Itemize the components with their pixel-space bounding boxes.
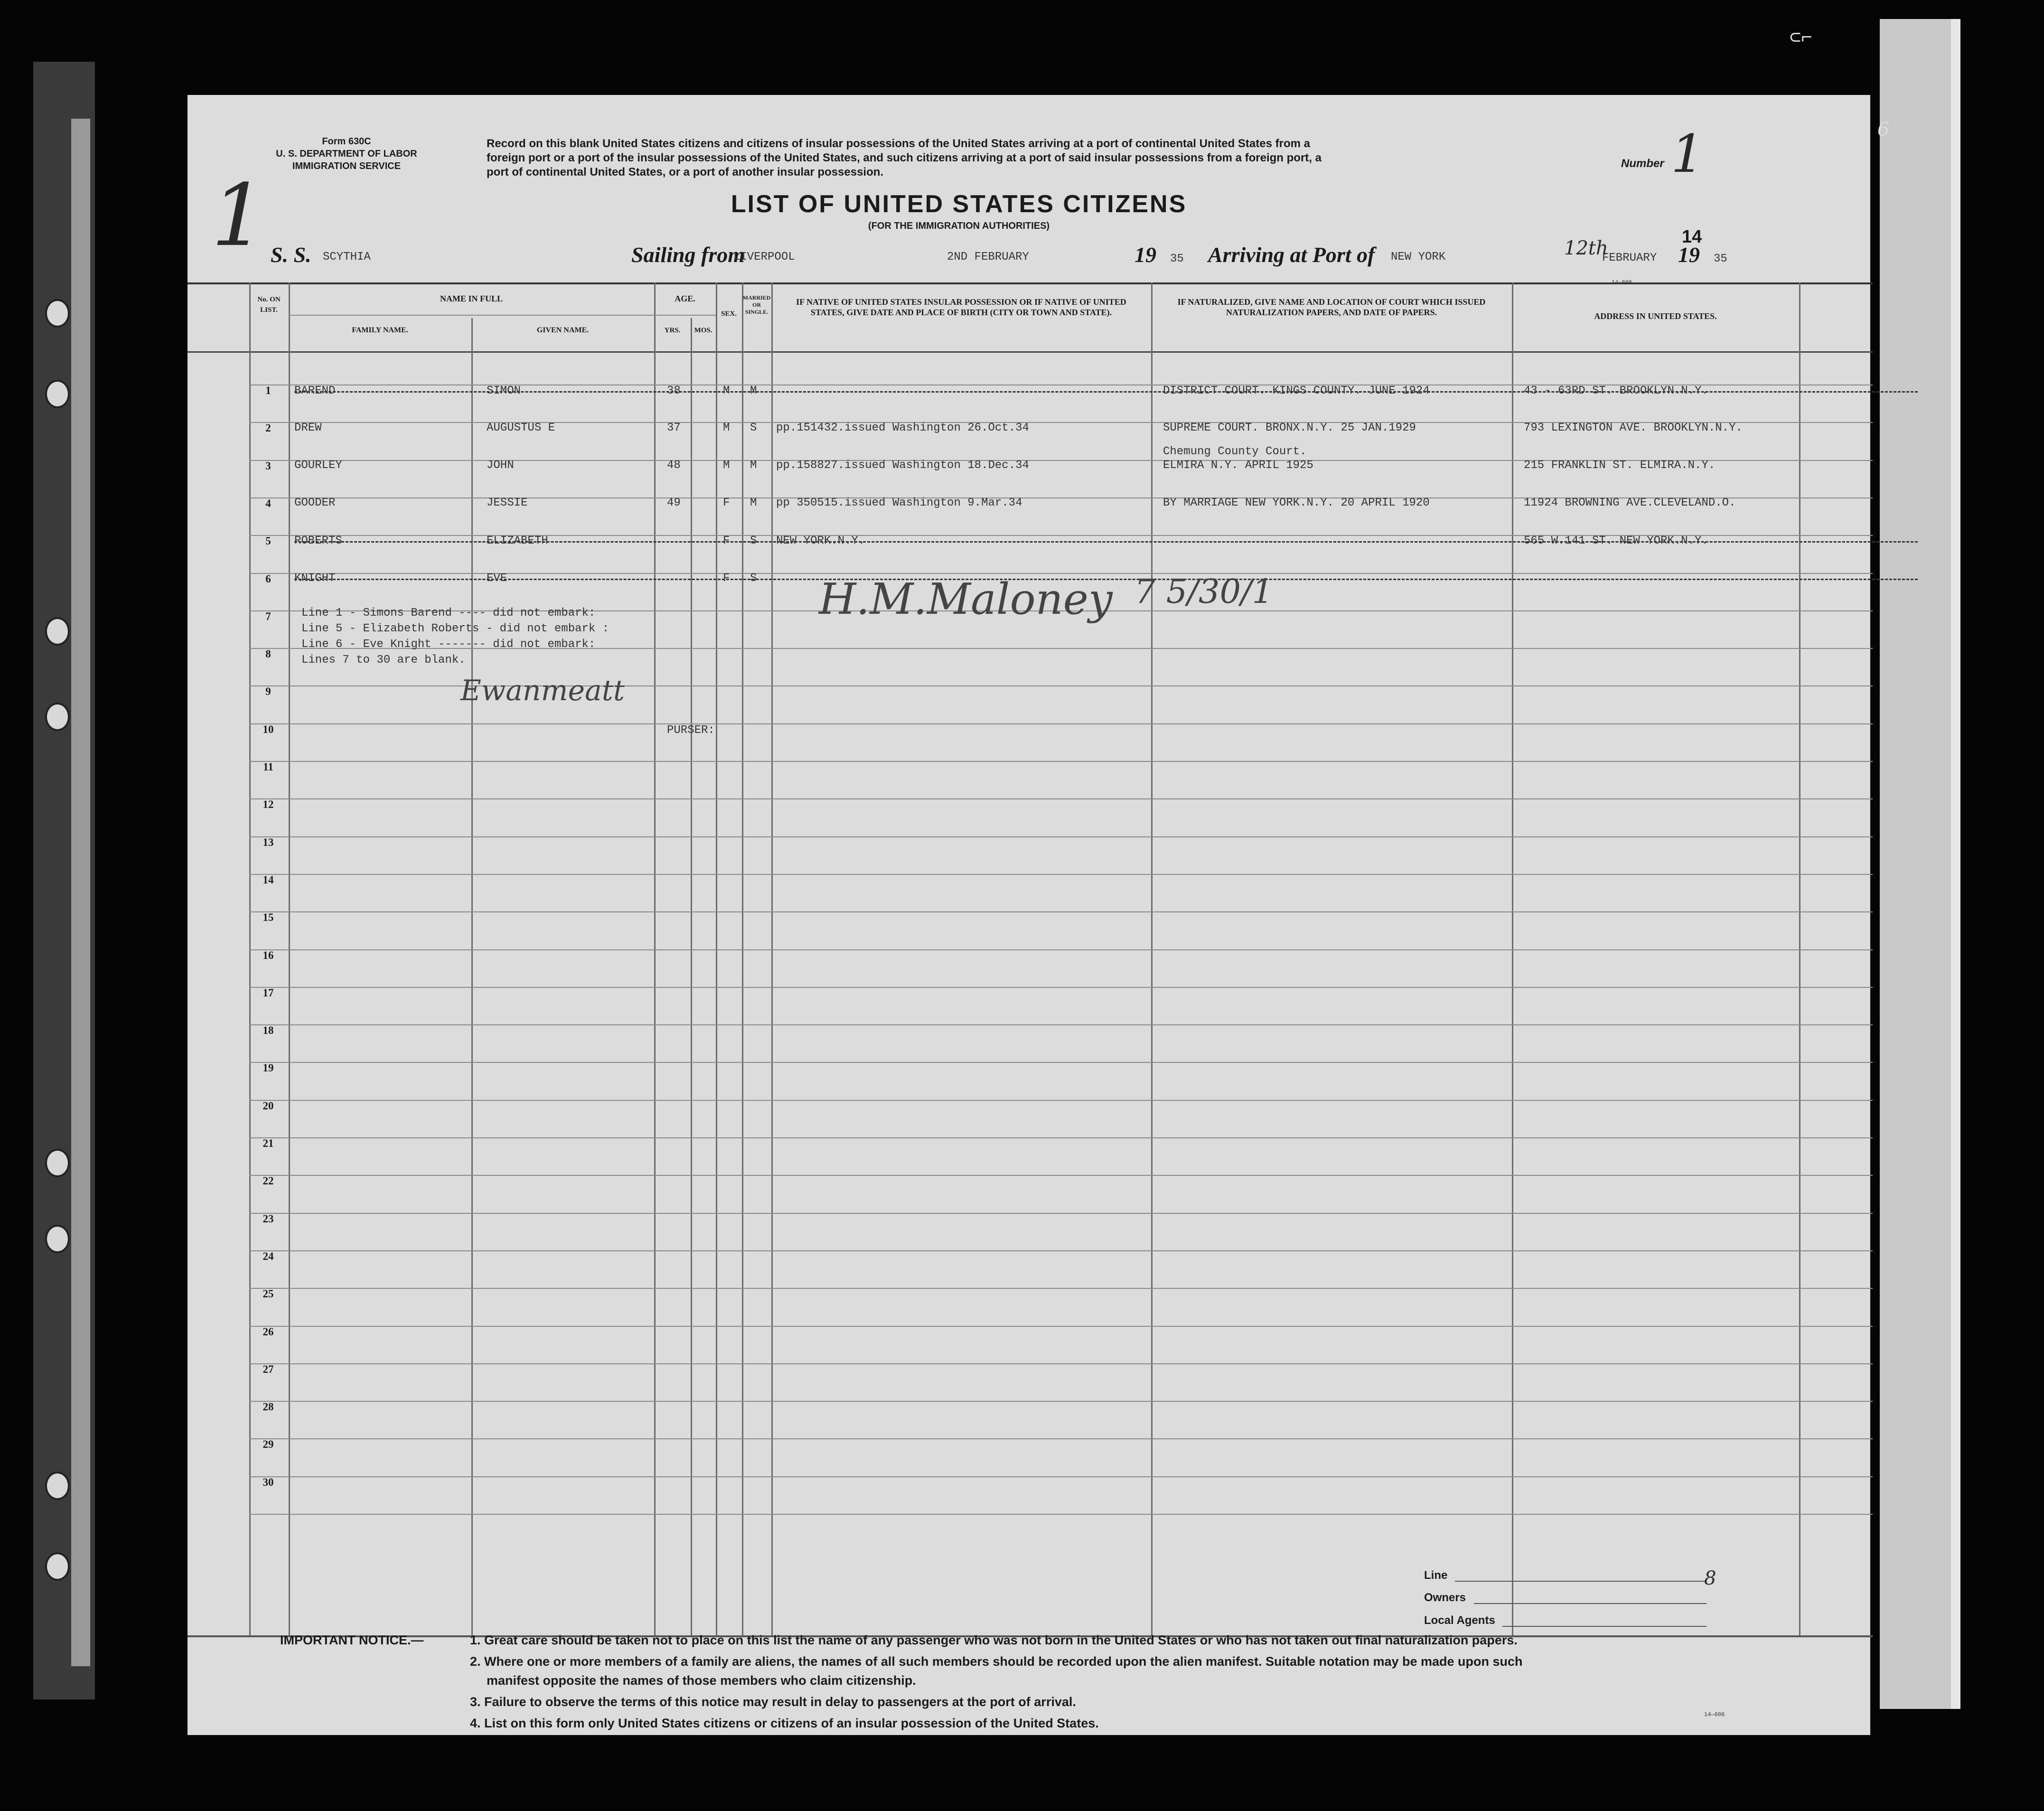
col-court-header: IF NATURALIZED, GIVE NAME AND LOCATION OF COURT WHICH ISSUED NATURALIZATION PAPERS, AND DATE OF PAPERS.: [1177, 297, 1486, 317]
row-rule: [249, 1213, 1873, 1214]
sex: M: [723, 459, 730, 472]
manifest-sheet: [188, 95, 1890, 1735]
arrival-year: 35: [1714, 253, 1727, 265]
naturalization: ELMIRA N.Y. APRIL 1925: [1163, 459, 1313, 472]
marital-status: M: [750, 459, 757, 472]
row-number: 26: [263, 1325, 274, 1338]
row-number: 5: [265, 535, 271, 547]
row-number: 21: [263, 1137, 274, 1149]
binder-hole: [45, 703, 70, 731]
header-bottom-border: [188, 351, 1873, 353]
row-number: 12: [263, 798, 274, 811]
corner-mark: ⊂⌐: [1790, 28, 1813, 49]
row-number: 8: [265, 648, 271, 660]
row-number: 29: [263, 1438, 274, 1451]
address: 43 - 63RD ST. BROOKLYN.N.Y.: [1524, 385, 1708, 397]
row-number: 10: [263, 723, 274, 735]
sailing-year: 35: [1170, 253, 1184, 265]
form-number: [275, 135, 418, 172]
col-sep-mos: [691, 318, 692, 1635]
sailing-label: Sailing from: [631, 243, 745, 267]
row-rule: [249, 836, 1873, 837]
col-sep-court: [1151, 282, 1153, 1635]
row-rule: [249, 1100, 1873, 1101]
address: 793 LEXINGTON AVE. BROOKLYN.N.Y.: [1524, 422, 1743, 434]
notice-2-cont: manifest opposite the names of those members who claim citizenship.: [487, 1673, 916, 1688]
col-sep-right: [1799, 282, 1800, 1635]
arrival-month: FEBRUARY: [1602, 252, 1657, 264]
row-rule: [249, 1024, 1873, 1025]
col-sep-ms: [742, 282, 743, 1635]
intro-line-2: foreign port or a port of the insular possessions of the United States, and such citizens arriving at a port of said insular possessions from a foreign port, a: [487, 151, 1322, 164]
col-address-header: ADDRESS IN UNITED STATES.: [1594, 311, 1717, 321]
given-name: ELIZABETH: [487, 535, 548, 547]
page-edge-highlight: [1951, 19, 1960, 1709]
family-name: GOURLEY: [294, 459, 342, 472]
age-years: 48: [667, 459, 681, 472]
owners-rule: [1474, 1603, 1706, 1604]
row-rule: [249, 874, 1873, 875]
family-name: BAREND: [294, 385, 336, 397]
arrival-port: NEW YORK: [1391, 251, 1446, 263]
arrival-day-overwrite: 14: [1682, 227, 1702, 247]
page-edge-strip: [1880, 19, 1956, 1709]
arriving-label: Arriving at Port of: [1208, 243, 1375, 267]
binder-hole: [45, 380, 70, 408]
purser-signature: Ewanmeatt: [460, 674, 625, 707]
purser-label: PURSER:: [667, 724, 715, 737]
passport-birth: pp.151432.issued Washington 26.Oct.34: [776, 422, 1029, 434]
address: 215 FRANKLIN ST. ELMIRA.N.Y.: [1524, 459, 1716, 472]
number-label: Number: [1621, 157, 1664, 170]
sex: F: [723, 572, 730, 585]
remark-line-2: Line 5 - Elizabeth Roberts - did not embark :: [301, 622, 609, 635]
notice-title: IMPORTANT NOTICE.—: [280, 1633, 424, 1647]
address: 565 W.141 ST. NEW YORK.N.Y.: [1524, 535, 1708, 547]
form-id: Form 630C: [322, 136, 371, 147]
col-given-header: GIVEN NAME.: [536, 326, 589, 334]
col-ms-header: MARRIED OR SINGLE.: [742, 294, 771, 315]
age-group-line: [654, 315, 716, 316]
family-name: DREW: [294, 422, 322, 434]
ss-label: S. S.: [271, 243, 311, 267]
col-sep-birth: [771, 282, 773, 1635]
arrival-year-prefix: 19: [1678, 243, 1700, 267]
row-rule: [249, 911, 1873, 912]
remarks: [301, 605, 609, 668]
age-years: 38: [667, 385, 681, 397]
page-subtitle: (FOR THE IMMIGRATION AUTHORITIES): [868, 221, 1050, 231]
row-number: 4: [265, 497, 271, 509]
address: 11924 BROWNING AVE.CLEVELAND.O.: [1524, 497, 1736, 509]
corner-handwritten: 6: [1877, 119, 1890, 141]
sailing-port: LIVERPOOL: [733, 251, 795, 263]
row-number: 30: [263, 1476, 274, 1488]
col-sep-given: [471, 318, 473, 1635]
inspector-note: 7 5/30/1: [1135, 572, 1274, 611]
row-rule: [249, 1062, 1873, 1063]
marital-status: S: [750, 535, 757, 547]
row-number: 25: [263, 1288, 274, 1300]
col-name-header: NAME IN FULL: [440, 294, 503, 303]
notice-1: 1. Great care should be taken not to place on this list the name of any passenger who was not born in the United States or who has not taken out final naturalization papers.: [470, 1633, 1518, 1647]
age-years: 37: [667, 422, 681, 434]
binder-hole: [45, 1149, 70, 1177]
row-number: 18: [263, 1024, 274, 1037]
notice-2: 2. Where one or more members of a family are aliens, the names of all such members should be recorded upon the alien manifest. Suitable notation may be made upon such: [470, 1654, 1523, 1669]
strike-line: [294, 541, 1918, 544]
row-number: 14: [263, 873, 274, 886]
row-number: 20: [263, 1099, 274, 1112]
binder-hole: [45, 617, 70, 646]
given-name: JESSIE: [487, 497, 528, 509]
department: U. S. DEPARTMENT OF LABOR: [276, 149, 417, 159]
row-number: 15: [263, 911, 274, 924]
col-sep-yrs: [654, 282, 656, 1635]
sex: M: [723, 422, 730, 434]
marital-status: M: [750, 497, 757, 509]
intro-line-3: port of continental United States, or a port of another insular possession.: [487, 166, 884, 178]
binder-hole: [45, 299, 70, 328]
binder-hole: [45, 1225, 70, 1253]
remark-line-4: Lines 7 to 30 are blank.: [301, 654, 466, 666]
row-number: 27: [263, 1363, 274, 1375]
agents-rule: [1502, 1626, 1706, 1627]
row-number: 3: [265, 460, 271, 472]
row-number: 23: [263, 1212, 274, 1225]
naturalization: DISTRICT COURT. KINGS COUNTY. JUNE 1924: [1163, 385, 1430, 397]
row-number: 1: [265, 385, 271, 396]
row-rule: [249, 1438, 1873, 1439]
remark-line-1: Line 1 - Simons Barend ---- did not embark:: [301, 607, 596, 619]
col-sep-address: [1512, 282, 1513, 1635]
line-value: 8: [1704, 1567, 1716, 1589]
row-number: 7: [265, 610, 271, 622]
given-name: JOHN: [487, 459, 514, 472]
left-handwritten-number: 1: [211, 166, 266, 265]
line-rule: [1455, 1581, 1706, 1582]
passport-birth: pp.158827.issued Washington 18.Dec.34: [776, 459, 1029, 472]
table-top-border: [188, 282, 1873, 284]
col-sep-sex: [716, 282, 717, 1635]
service: IMMIGRATION SERVICE: [292, 161, 401, 171]
row-rule: [249, 1514, 1873, 1515]
row-rule: [249, 987, 1873, 988]
naturalization: BY MARRIAGE NEW YORK.N.Y. 20 APRIL 1920: [1163, 497, 1430, 509]
col-sep-family: [289, 282, 290, 1635]
row-number: 24: [263, 1250, 274, 1262]
binder-hole: [45, 1472, 70, 1500]
row-rule: [249, 1326, 1873, 1327]
row-number: 22: [263, 1175, 274, 1187]
ship-name: SCYTHIA: [323, 251, 371, 263]
marital-status: S: [750, 422, 757, 434]
intro-line-1: Record on this blank United States citizens and citizens of insular possessions of the United States arriving at a port of continental United States from a: [487, 137, 1310, 150]
notice-3: 3. Failure to observe the terms of this notice may result in delay to passengers at the port of arrival.: [470, 1695, 1076, 1709]
binder-edge: [71, 119, 90, 1666]
row-number: 6: [265, 572, 271, 585]
marital-status: S: [750, 572, 757, 585]
row-rule: [249, 1137, 1873, 1138]
family-name: ROBERTS: [294, 535, 342, 547]
col-birth-header: IF NATIVE OF UNITED STATES INSULAR POSSESSION OR IF NATIVE OF UNITED STATES, GIVE DATE AND PLACE OF BIRTH (CITY OR TOWN AND STATE).: [796, 297, 1126, 317]
row-rule: [249, 1401, 1873, 1402]
row-rule: [249, 798, 1873, 799]
col-sep-no: [249, 282, 251, 1635]
row-rule: [249, 1250, 1873, 1251]
sailing-date: 2ND FEBRUARY: [947, 251, 1029, 263]
given-name: SIMON: [487, 385, 521, 397]
row-number: 19: [263, 1062, 274, 1074]
col-mos-header: MOS.: [694, 327, 713, 334]
naturalization-court: Chemung County Court.: [1163, 445, 1307, 458]
row-number: 16: [263, 949, 274, 961]
row-rule: [249, 1476, 1873, 1477]
row-rule: [249, 1363, 1873, 1364]
passport-birth: NEW YORK.N.Y.: [776, 535, 865, 547]
row-rule: [249, 1175, 1873, 1176]
remark-line-3: Line 6 - Eve Knight ------- did not embark:: [301, 638, 596, 651]
row-number: 28: [263, 1401, 274, 1413]
given-name: AUGUSTUS E: [487, 422, 555, 434]
notice-4: 4. List on this form only United States citizens or citizens of an insular possession of the United States.: [470, 1716, 1099, 1730]
col-no-header: No. ON LIST.: [257, 296, 281, 314]
row-rule: [249, 1288, 1873, 1289]
naturalization: SUPREME COURT. BRONX.N.Y. 25 JAN.1929: [1163, 422, 1416, 434]
line-label: Line: [1424, 1569, 1448, 1582]
inspector-signature: H.M.Maloney: [819, 574, 1113, 624]
row-number: 2: [265, 422, 271, 434]
row-number: 9: [265, 685, 271, 698]
sex: F: [723, 535, 730, 547]
row-rule: [249, 723, 1873, 724]
name-group-line: [289, 315, 654, 316]
age-years: 49: [667, 497, 681, 509]
col-sex-header: SEX.: [721, 310, 737, 318]
row-number: 13: [263, 836, 274, 848]
intro-text: [487, 137, 1744, 179]
sex: F: [723, 497, 730, 509]
arrival-day-handwritten: 12th: [1564, 237, 1608, 259]
passport-birth: pp 350515.issued Washington 9.Mar.34: [776, 497, 1022, 509]
row-number: 17: [263, 986, 274, 999]
family-name: KNIGHT: [294, 572, 336, 585]
marital-status: M: [750, 385, 757, 397]
col-age-header: AGE.: [675, 294, 695, 303]
sex: M: [723, 385, 730, 397]
number-value: 1: [1671, 123, 1704, 184]
col-yrs-header: YRS.: [664, 327, 681, 334]
form-code: 14—606: [1704, 1711, 1725, 1718]
owners-label: Owners: [1424, 1591, 1466, 1604]
local-agents-label: Local Agents: [1424, 1614, 1495, 1627]
row-rule: [249, 949, 1873, 950]
binder-hole: [45, 1552, 70, 1581]
family-name: GOODER: [294, 497, 336, 509]
sailing-year-prefix: 19: [1135, 243, 1156, 267]
row-rule: [249, 761, 1873, 762]
col-family-header: FAMILY NAME.: [352, 326, 408, 334]
row-number: 11: [263, 761, 273, 773]
strike-line: [294, 391, 1918, 394]
page-title: LIST OF UNITED STATES CITIZENS: [731, 190, 1187, 218]
given-name: EVE: [487, 572, 507, 585]
